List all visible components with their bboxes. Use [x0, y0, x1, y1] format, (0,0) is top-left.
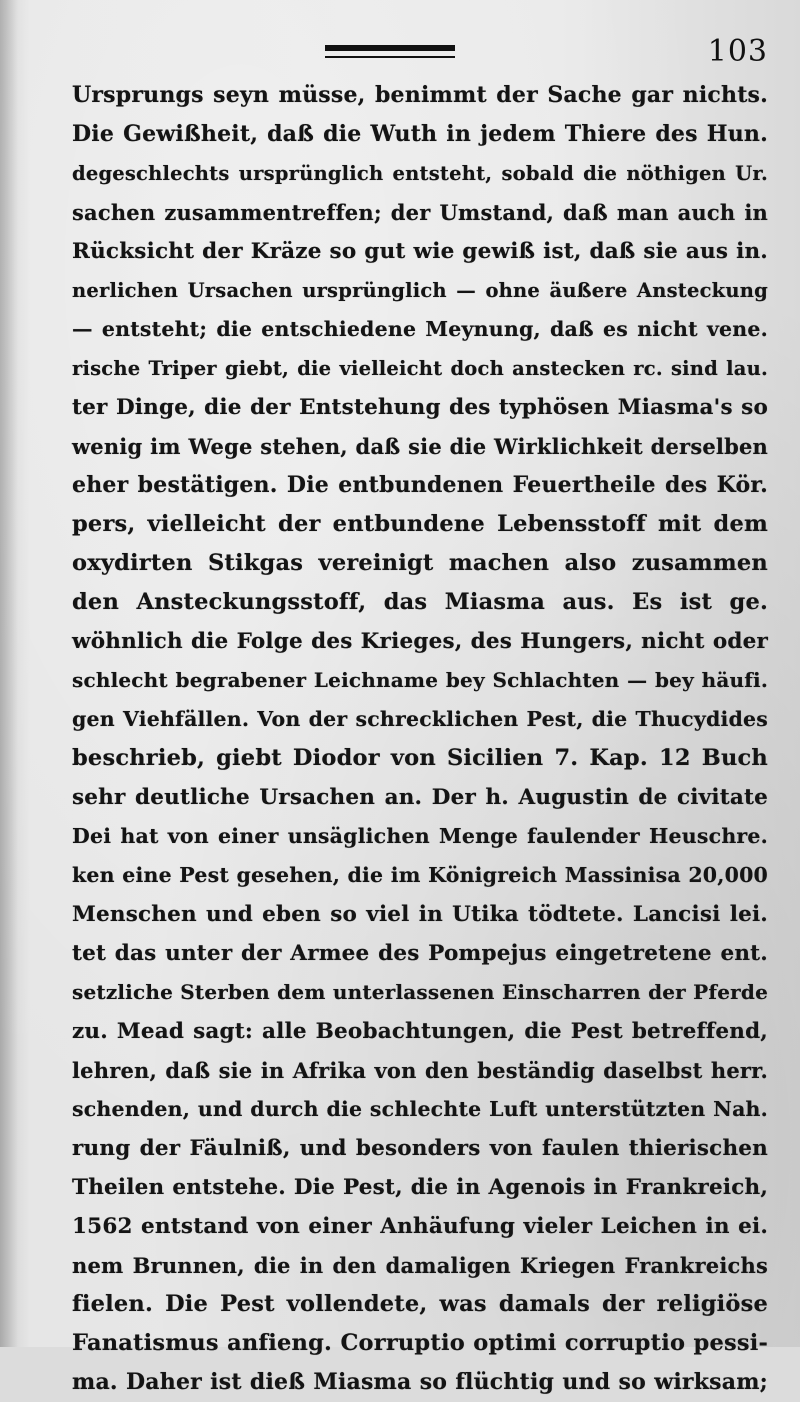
text-line: sehr deutliche Ursachen an. Der h. Augustin de civitate — [72, 785, 768, 810]
body-text — [72, 76, 768, 1402]
text-line: ken eine Pest gesehen, die im Königreich Massinisa 20,000 — [72, 863, 768, 887]
text-line: sachen zusammentreffen; der Umstand, daß man auch in — [72, 200, 768, 225]
text-line: fielen. Die Pest vollendete, was damals der religiöse — [72, 1291, 768, 1317]
text-line: rung der Fäulniß, und besonders von faulen thierischen — [72, 1136, 768, 1161]
text-line: zu. Mead sagt: alle Beobachtungen, die Pest betreffend, — [72, 1019, 768, 1044]
text-line: 1562 entstand von einer Anhäufung vieler Leichen in ei. — [72, 1214, 768, 1239]
text-line: Theilen entstehe. Die Pest, die in Agenois in Frankreich, — [72, 1175, 768, 1200]
text-line: wenig im Wege stehen, daß sie die Wirklichkeit derselben — [72, 434, 768, 459]
text-line: beschrieb, giebt Diodor von Sicilien 7. Kap. 12 Buch — [72, 745, 768, 771]
text-line: Menschen und eben so viel in Utika tödtete. Lancisi lei. — [72, 902, 768, 927]
text-line: eher bestätigen. Die entbundenen Feuertheile des Kör. — [72, 472, 768, 498]
text-line: lehren, daß sie in Afrika von den beständig daselbst herr. — [72, 1058, 768, 1083]
text-line: schenden, und durch die schlechte Luft unterstützten Nah. — [72, 1097, 768, 1121]
header-rule — [325, 45, 455, 63]
header-rule-thick — [325, 45, 455, 51]
text-line: degeschlechts ursprünglich entsteht, sobald die nöthigen Ur. — [72, 162, 768, 185]
header-rule-thin — [325, 56, 455, 58]
text-line: nem Brunnen, die in den damaligen Kriegen Frankreichs — [72, 1253, 768, 1278]
text-line: rische Triper giebt, die vielleicht doch anstecken rc. sind lau. — [72, 357, 768, 380]
text-line: Die Gewißheit, daß die Wuth in jedem Thiere des Hun. — [72, 121, 768, 147]
text-line: oxydirten Stikgas vereinigt machen also zusammen — [72, 550, 768, 576]
text-line: schlecht begrabener Leichname bey Schlachten — bey häufi. — [72, 668, 768, 692]
text-line: nerlichen Ursachen ursprünglich — ohne äußere Ansteckung — [72, 279, 768, 302]
text-line: tet das unter der Armee des Pompejus eingetretene ent. — [72, 941, 768, 966]
gutter-shadow — [0, 0, 18, 1347]
page-number: 103 — [707, 34, 768, 69]
text-line: wöhnlich die Folge des Krieges, des Hungers, nicht oder — [72, 629, 768, 654]
text-line: — entsteht; die entschiedene Meynung, daß es nicht vene. — [72, 317, 768, 341]
text-line: Rücksicht der Kräze so gut wie gewiß ist, daß sie aus in. — [72, 239, 768, 264]
text-line: ter Dinge, die der Entstehung des typhösen Miasma's so — [72, 395, 768, 420]
text-line: den Ansteckungsstoff, das Miasma aus. Es ist ge. — [72, 589, 768, 615]
text-line: Dei hat von einer unsäglichen Menge faulender Heuschre. — [72, 824, 768, 848]
text-line: ma. Daher ist dieß Miasma so flüchtig und so wirksam; — [72, 1369, 768, 1395]
text-line: pers, vielleicht der entbundene Lebensstoff mit dem — [72, 511, 768, 537]
text-line: Ursprungs seyn müsse, benimmt der Sache gar nichts. — [72, 82, 768, 108]
text-line: gen Viehfällen. Von der schrecklichen Pest, die Thucydides — [72, 707, 768, 731]
text-line: setzliche Sterben dem unterlassenen Einscharren der Pferde — [72, 980, 768, 1004]
text-line: Fanatismus anfieng. Corruptio optimi corruptio pessi- — [72, 1330, 768, 1356]
